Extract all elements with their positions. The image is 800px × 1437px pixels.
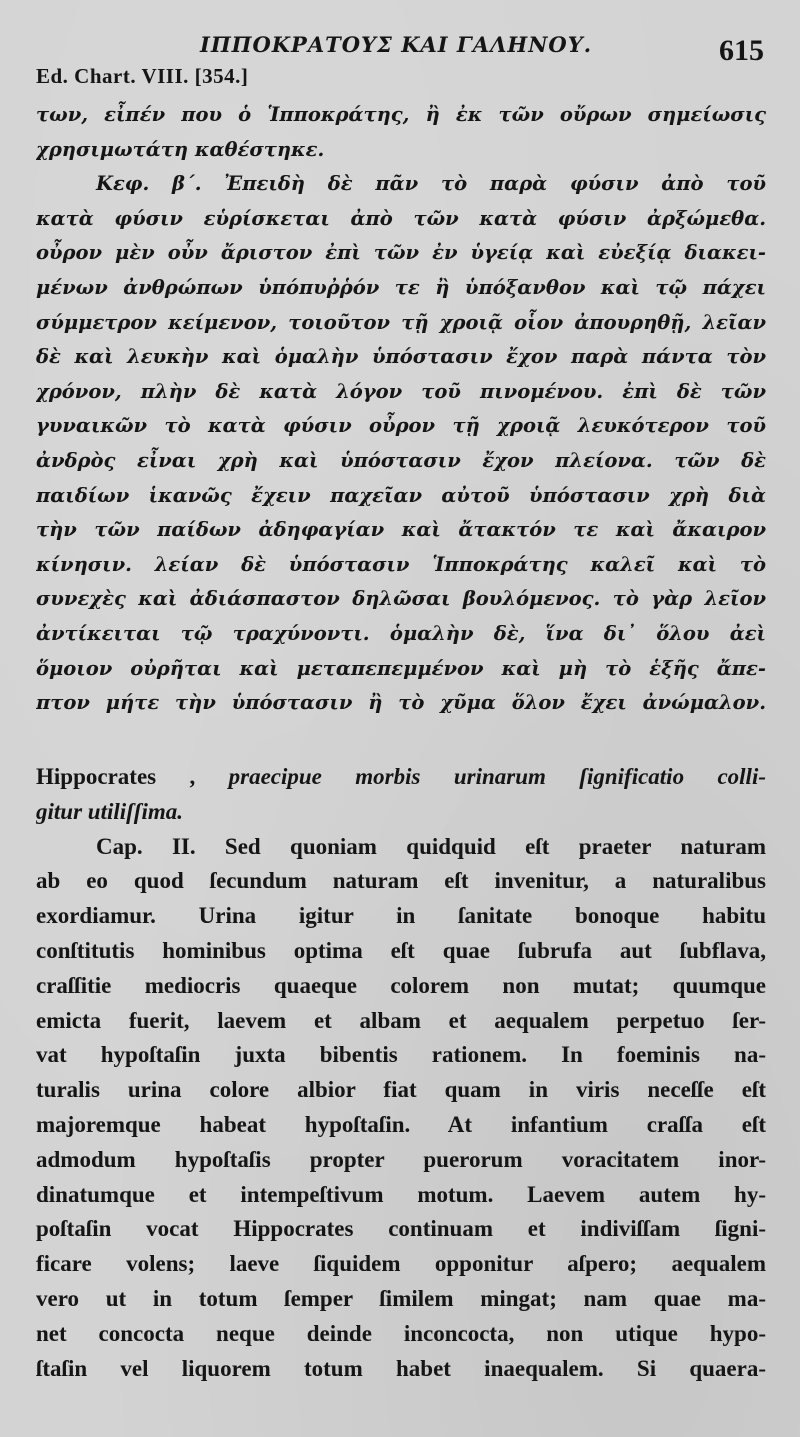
greek-text-block [36, 98, 766, 721]
latin-line: admodum hypoſtaſis propter puerorum voracitatem inor- [36, 1146, 766, 1172]
latin-line: turalis urina colore albior fiat quam in viris neceſſe eſt [36, 1077, 766, 1103]
latin-line: dinatumque et intempeſtivum motum. Laevem autem hy- [36, 1181, 766, 1207]
latin-line: net concocta neque deinde inconcocta, non utique hypo- [36, 1320, 766, 1346]
greek-line: σύμμετρον κείμενον, τοιοῦτον τῇ χροιᾷ οἷον ἀπουρηθῇ, λεῖαν [36, 310, 766, 334]
greek-line: ὅμοιον οὐρῆται καὶ μεταπεπεμμένον καὶ μὴ τὸ ἑξῆς ἄπε- [36, 656, 766, 680]
running-head [0, 28, 800, 68]
greek-line: χρησιμωτάτη καθέστηκε. [36, 137, 325, 161]
latin-line: ab eo quod ſecundum naturam eſt invenitur, a naturalibus [36, 868, 766, 894]
greek-line: παιδίων ἱκανῶς ἔχειν παχεῖαν αὐτοῦ ὑπόστασιν χρὴ διὰ [36, 483, 766, 507]
greek-line: δὲ καὶ λευκὴν καὶ ὁμαλὴν ὑπόστασιν ἔχον παρὰ πάντα τὸν [36, 345, 766, 369]
greek-line: των, εἶπέν που ὁ Ἱπποκράτης, ἢ ἐκ τῶν οὔρων σημείωσις [36, 103, 766, 126]
latin-line: conſtitutis hominibus optima eſt quae ſubrufa aut ſubflava, [36, 937, 766, 963]
latin-line-text: gitur utiliſſima. [36, 798, 183, 824]
latin-heading-title: praecipue morbis urinarum ſignificatio colli- [195, 764, 766, 789]
latin-line: vero ut in totum ſemper ſimilem mingat; nam quae ma- [36, 1285, 766, 1311]
latin-line: poſtaſin vocat Hippocrates continuam et indiviſſam ſigni- [36, 1216, 766, 1242]
running-title: ΙΠΠΟΚΡΑΤΟΥΣ ΚΑΙ ΓΑΛΗΝΟΥ. [200, 32, 593, 57]
latin-chapter-start: Cap. II. Sed quoniam quidquid eſt praeter naturam [96, 833, 766, 859]
greek-line: πτον μήτε τὴν ὑπόστασιν ἢ τὸ χῦμα ὅλον ἔχει ἀνώμαλον. [36, 691, 766, 715]
greek-line: μένων ἀνθρώπων ὑπόπυῤῥόν τε ἢ ὑπόξανθον καὶ τῷ πάχει [36, 275, 766, 299]
latin-line: ficare volens; laeve ſiquidem opponitur aſpero; aequalem [36, 1251, 766, 1277]
greek-line: γυναικῶν τὸ κατὰ φύσιν οὖρον τῇ χροιᾷ λευκότερον τοῦ [36, 414, 766, 438]
latin-heading-name: Hippocrates , [36, 764, 196, 789]
latin-line: vat hypoſtaſin juxta bibentis rationem. In foeminis na- [36, 1042, 766, 1068]
latin-text-block [36, 760, 766, 1386]
latin-line: majoremque habeat hypoſtaſin. At infantium craſſa eſt [36, 1111, 766, 1137]
greek-chapter-start: Κεφ. β΄. Ἐπειδὴ δὲ πᾶν τὸ παρὰ φύσιν ἀπὸ τοῦ [96, 172, 766, 196]
greek-line: τὴν τῶν παίδων ἀδηφαγίαν καὶ ἄτακτόν τε καὶ ἄκαιρον [36, 518, 766, 542]
latin-line: emicta fuerit, laevem et albam et aequalem perpetuo ſer- [36, 1007, 766, 1033]
edition-reference: Ed. Chart. VIII. [354.] [36, 64, 249, 88]
greek-line: ἀντίκειται τῷ τραχύνοντι. ὁμαλὴν δὲ, ἵνα δι᾽ ὅλου ἀεὶ [36, 621, 766, 645]
greek-line: ἀνδρὸς εἶναι χρὴ καὶ ὑπόστασιν ἔχον πλείονα. τῶν δὲ [36, 448, 766, 472]
page-number: 615 [719, 34, 764, 67]
latin-line: ſtaſin vel liquorem totum habet inaequalem. Si quaera- [36, 1355, 766, 1381]
latin-heading-continuation [36, 795, 766, 830]
latin-line: craſſitie mediocris quaeque colorem non mutat; quumque [36, 972, 766, 998]
latin-line: exordiamur. Urina igitur in ſanitate bonoque habitu [36, 903, 766, 929]
greek-line: κατὰ φύσιν εὑρίσκεται ἀπὸ τῶν κατὰ φύσιν ἀρξώμεθα. [36, 206, 766, 230]
greek-line: χρόνον, πλὴν δὲ κατὰ λόγον τοῦ πινομένου. ἐπὶ δὲ τῶν [36, 379, 766, 403]
latin-heading-line [36, 760, 766, 795]
greek-line: κίνησιν. λείαν δὲ ὑπόστασιν Ἱπποκράτης καλεῖ καὶ τὸ [36, 552, 766, 576]
greek-line: οὖρον μὲν οὖν ἄριστον ἐπὶ τῶν ἐν ὑγείᾳ καὶ εὐεξίᾳ διακει- [36, 241, 766, 265]
greek-line: συνεχὲς καὶ ἀδιάσπαστον δηλῶσαι βουλόμενος. τὸ γὰρ λεῖον [36, 587, 766, 611]
